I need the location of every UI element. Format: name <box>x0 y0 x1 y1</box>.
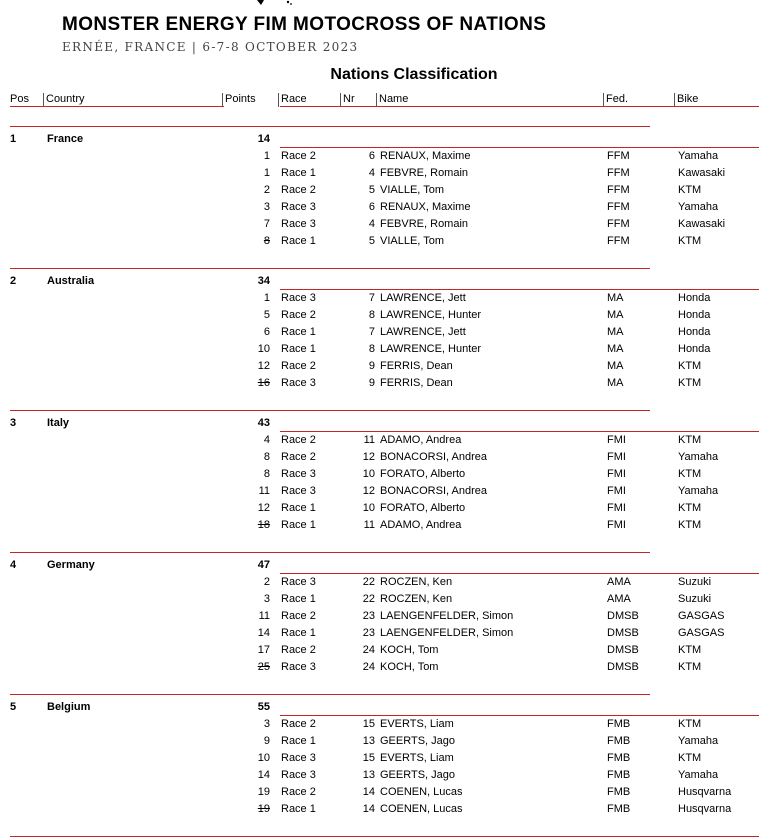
result-race: Race 2 <box>281 309 316 321</box>
rider-federation: MA <box>607 309 624 321</box>
rider-number: 13 <box>362 735 375 747</box>
rider-name: ADAMO, Andrea <box>380 519 462 531</box>
rider-federation: MA <box>607 326 624 338</box>
rider-number: 12 <box>362 451 375 463</box>
result-row <box>0 642 759 659</box>
rider-bike: Honda <box>678 292 711 304</box>
rider-number: 14 <box>362 803 375 815</box>
result-row <box>0 449 759 466</box>
result-points: 12 <box>257 360 270 372</box>
result-race: Race 2 <box>281 718 316 730</box>
rider-bike: KTM <box>678 377 702 389</box>
rider-bike: KTM <box>678 502 702 514</box>
rider-name: COENEN, Lucas <box>380 786 463 798</box>
rider-federation: FFM <box>607 184 630 196</box>
rider-name: LAWRENCE, Hunter <box>380 309 482 321</box>
result-points: 11 <box>258 485 270 497</box>
result-points: 18 <box>257 519 270 531</box>
result-points: 14 <box>257 627 270 639</box>
rider-name: ROCZEN, Ken <box>380 576 453 588</box>
rider-name: BONACORSI, Andrea <box>380 451 487 463</box>
rider-federation: FMB <box>607 718 631 730</box>
rider-bike: Husqvarna <box>678 803 732 815</box>
result-row <box>0 608 759 625</box>
rider-name: VIALLE, Tom <box>380 235 444 247</box>
rider-federation: FMB <box>607 786 631 798</box>
result-points: 16 <box>257 377 270 389</box>
result-row <box>0 659 759 676</box>
nation-points: 47 <box>257 559 270 571</box>
rider-bike: KTM <box>678 644 702 656</box>
result-points: 10 <box>257 343 270 355</box>
result-race: Race 1 <box>281 593 316 605</box>
rider-number: 22 <box>362 576 375 588</box>
rider-number: 10 <box>362 468 375 480</box>
rider-name: RENAUX, Maxime <box>380 150 471 162</box>
rider-number: 15 <box>362 718 375 730</box>
rider-number: 4 <box>368 218 375 230</box>
column-header-pos: Pos <box>10 93 29 105</box>
document-title: Nations Classification <box>330 66 498 83</box>
rider-number: 15 <box>362 752 375 764</box>
result-row <box>0 716 759 733</box>
group-separator <box>10 836 759 837</box>
nation-country: Germany <box>47 559 95 571</box>
rider-name: KOCH, Tom <box>380 644 439 656</box>
rider-name: RENAUX, Maxime <box>380 201 471 213</box>
header-rule <box>280 106 759 107</box>
result-row <box>0 767 759 784</box>
nation-country: Italy <box>47 417 70 429</box>
rider-name: ROCZEN, Ken <box>380 593 453 605</box>
rider-name: FEBVRE, Romain <box>380 218 469 230</box>
result-row <box>0 233 759 250</box>
result-race: Race 2 <box>281 360 316 372</box>
rider-name: LAWRENCE, Jett <box>380 292 466 304</box>
rider-bike: Honda <box>678 343 711 355</box>
result-points: 17 <box>257 644 270 656</box>
result-race: Race 2 <box>281 786 316 798</box>
rider-number: 12 <box>362 485 375 497</box>
column-header-race: Race <box>278 93 307 107</box>
result-points: 14 <box>257 769 270 781</box>
result-points: 2 <box>263 184 270 196</box>
result-row <box>0 324 759 341</box>
nation-position: 2 <box>10 275 17 287</box>
result-race: Race 3 <box>281 769 316 781</box>
result-race: Race 3 <box>281 292 316 304</box>
result-points: 1 <box>263 292 270 304</box>
rider-bike: Suzuki <box>678 576 712 588</box>
result-row <box>0 733 759 750</box>
rider-federation: FMI <box>607 519 626 531</box>
result-points: 7 <box>263 218 270 230</box>
rider-number: 6 <box>368 150 375 162</box>
rider-federation: FMB <box>607 752 631 764</box>
nation-row <box>0 273 759 290</box>
rider-federation: DMSB <box>607 610 639 622</box>
result-race: Race 3 <box>281 576 316 588</box>
result-row <box>0 625 759 642</box>
result-row <box>0 307 759 324</box>
rider-bike: Yamaha <box>678 485 719 497</box>
result-row <box>0 341 759 358</box>
result-race: Race 1 <box>281 167 316 179</box>
result-race: Race 1 <box>281 735 316 747</box>
group-separator <box>10 126 650 127</box>
rider-bike: KTM <box>678 468 702 480</box>
group-separator <box>10 552 650 553</box>
rider-federation: FMB <box>607 803 631 815</box>
result-row <box>0 375 759 392</box>
rider-bike: Yamaha <box>678 769 719 781</box>
nation-row <box>0 557 759 574</box>
rider-federation: MA <box>607 377 624 389</box>
result-race: Race 3 <box>281 218 316 230</box>
column-header-bike: Bike <box>674 93 698 107</box>
rider-federation: FMI <box>607 434 626 446</box>
rider-federation: MA <box>607 360 624 372</box>
rider-name: LAWRENCE, Jett <box>380 326 466 338</box>
result-race: Race 2 <box>281 451 316 463</box>
column-header-name: Name <box>376 93 408 107</box>
result-race: Race 1 <box>281 502 316 514</box>
rider-bike: Kawasaki <box>678 167 726 179</box>
rider-name: ADAMO, Andrea <box>380 434 462 446</box>
result-points: 4 <box>263 434 270 446</box>
rider-bike: Yamaha <box>678 150 719 162</box>
rider-number: 7 <box>368 326 375 338</box>
rider-bike: KTM <box>678 718 702 730</box>
result-row <box>0 784 759 801</box>
rider-number: 4 <box>368 167 375 179</box>
rider-number: 23 <box>362 627 375 639</box>
result-points: 3 <box>263 593 270 605</box>
result-row <box>0 165 759 182</box>
nation-row <box>0 699 759 716</box>
rider-bike: Yamaha <box>678 451 719 463</box>
result-race: Race 1 <box>281 803 316 815</box>
result-race: Race 2 <box>281 184 316 196</box>
nation-position: 4 <box>10 559 17 571</box>
rider-number: 14 <box>362 786 375 798</box>
rider-bike: Kawasaki <box>678 218 726 230</box>
rider-name: FORATO, Alberto <box>380 502 466 514</box>
result-points: 8 <box>263 468 270 480</box>
rider-name: BONACORSI, Andrea <box>380 485 487 497</box>
result-race: Race 3 <box>281 468 316 480</box>
result-points: 8 <box>263 235 270 247</box>
rider-bike: GASGAS <box>678 627 725 639</box>
rider-bike: Yamaha <box>678 201 719 213</box>
nation-country: Australia <box>47 275 95 287</box>
rider-name: EVERTS, Liam <box>380 752 454 764</box>
result-race: Race 3 <box>281 752 316 764</box>
result-points: 3 <box>263 201 270 213</box>
rider-bike: Yamaha <box>678 735 719 747</box>
result-race: Race 2 <box>281 434 316 446</box>
nation-country: France <box>47 133 84 145</box>
rider-name: LAWRENCE, Hunter <box>380 343 482 355</box>
rider-name: KOCH, Tom <box>380 661 439 673</box>
rider-bike: Suzuki <box>678 593 712 605</box>
result-row <box>0 750 759 767</box>
nation-points: 34 <box>257 275 270 287</box>
rider-number: 22 <box>362 593 375 605</box>
rider-federation: FFM <box>607 167 630 179</box>
rider-number: 9 <box>368 360 375 372</box>
rider-bike: Husqvarna <box>678 786 732 798</box>
rider-federation: FFM <box>607 150 630 162</box>
logo-fragment-icon <box>255 0 295 8</box>
rider-federation: FFM <box>607 218 630 230</box>
rider-name: VIALLE, Tom <box>380 184 444 196</box>
event-title: MONSTER ENERGY FIM MOTOCROSS OF NATIONS <box>62 14 547 35</box>
result-points: 8 <box>263 451 270 463</box>
rider-name: FORATO, Alberto <box>380 468 466 480</box>
result-points: 9 <box>263 735 270 747</box>
result-row <box>0 517 759 534</box>
result-race: Race 2 <box>281 610 316 622</box>
rider-federation: AMA <box>607 593 631 605</box>
rider-number: 5 <box>368 184 375 196</box>
nation-row <box>0 415 759 432</box>
result-row <box>0 591 759 608</box>
rider-federation: FFM <box>607 235 630 247</box>
result-row <box>0 466 759 483</box>
result-points: 12 <box>257 502 270 514</box>
rider-name: FERRIS, Dean <box>380 360 453 372</box>
rider-federation: DMSB <box>607 661 639 673</box>
rider-number: 8 <box>368 343 375 355</box>
rider-bike: KTM <box>678 519 702 531</box>
rider-number: 5 <box>368 235 375 247</box>
rider-bike: KTM <box>678 434 702 446</box>
rider-federation: FMB <box>607 769 631 781</box>
result-points: 19 <box>257 786 270 798</box>
result-points: 19 <box>257 803 270 815</box>
result-race: Race 1 <box>281 627 316 639</box>
rider-name: FERRIS, Dean <box>380 377 453 389</box>
result-points: 1 <box>263 150 270 162</box>
result-row <box>0 216 759 233</box>
rider-name: GEERTS, Jago <box>380 735 455 747</box>
rider-name: GEERTS, Jago <box>380 769 455 781</box>
result-race: Race 3 <box>281 377 316 389</box>
group-separator <box>10 268 650 269</box>
column-header-nr: Nr <box>340 93 355 107</box>
nation-position: 1 <box>10 133 17 145</box>
nation-points: 43 <box>257 417 270 429</box>
header-rule <box>10 106 224 107</box>
column-header-points: Points <box>222 93 256 107</box>
rider-federation: AMA <box>607 576 631 588</box>
result-race: Race 2 <box>281 150 316 162</box>
rider-number: 24 <box>362 644 375 656</box>
rider-number: 8 <box>368 309 375 321</box>
rider-number: 11 <box>363 434 375 446</box>
result-row <box>0 290 759 307</box>
rider-federation: DMSB <box>607 644 639 656</box>
rider-federation: MA <box>607 292 624 304</box>
rider-federation: FFM <box>607 201 630 213</box>
rider-number: 9 <box>368 377 375 389</box>
result-race: Race 3 <box>281 485 316 497</box>
rider-bike: KTM <box>678 360 702 372</box>
result-race: Race 3 <box>281 661 316 673</box>
rider-number: 6 <box>368 201 375 213</box>
result-race: Race 1 <box>281 235 316 247</box>
rider-name: LAENGENFELDER, Simon <box>380 610 514 622</box>
rider-federation: DMSB <box>607 627 639 639</box>
result-race: Race 1 <box>281 343 316 355</box>
rider-number: 23 <box>362 610 375 622</box>
nation-row <box>0 131 759 148</box>
rider-name: FEBVRE, Romain <box>380 167 469 179</box>
result-row <box>0 432 759 449</box>
rider-name: LAENGENFELDER, Simon <box>380 627 514 639</box>
rider-name: COENEN, Lucas <box>380 803 463 815</box>
result-points: 11 <box>258 610 270 622</box>
rider-federation: FMI <box>607 485 626 497</box>
event-subtitle: ERNÉE, FRANCE | 6-7-8 OCTOBER 2023 <box>62 40 359 54</box>
result-points: 3 <box>263 718 270 730</box>
rider-federation: MA <box>607 343 624 355</box>
rider-bike: GASGAS <box>678 610 725 622</box>
rider-bike: KTM <box>678 184 702 196</box>
rider-federation: FMI <box>607 468 626 480</box>
rider-number: 24 <box>362 661 375 673</box>
group-separator <box>10 694 650 695</box>
result-race: Race 1 <box>281 326 316 338</box>
result-points: 5 <box>263 309 270 321</box>
rider-bike: Honda <box>678 326 711 338</box>
result-points: 25 <box>257 661 270 673</box>
rider-federation: FMI <box>607 451 626 463</box>
result-row <box>0 483 759 500</box>
rider-number: 10 <box>362 502 375 514</box>
rider-number: 11 <box>363 519 375 531</box>
nation-points: 55 <box>257 701 270 713</box>
result-race: Race 2 <box>281 644 316 656</box>
rider-bike: KTM <box>678 752 702 764</box>
nation-points: 14 <box>257 133 270 145</box>
result-points: 10 <box>257 752 270 764</box>
result-row <box>0 358 759 375</box>
result-row <box>0 574 759 591</box>
rider-bike: KTM <box>678 661 702 673</box>
result-row <box>0 199 759 216</box>
column-header-country: Country <box>43 93 85 107</box>
result-points: 6 <box>263 326 270 338</box>
nation-country: Belgium <box>47 701 91 713</box>
rider-number: 7 <box>368 292 375 304</box>
result-row <box>0 148 759 165</box>
nation-position: 5 <box>10 701 17 713</box>
result-row <box>0 801 759 818</box>
result-row <box>0 500 759 517</box>
rider-bike: KTM <box>678 235 702 247</box>
result-race: Race 3 <box>281 201 316 213</box>
result-row <box>0 182 759 199</box>
result-points: 2 <box>263 576 270 588</box>
column-header-fed: Fed. <box>603 93 628 107</box>
result-race: Race 1 <box>281 519 316 531</box>
rider-number: 13 <box>362 769 375 781</box>
nation-position: 3 <box>10 417 17 429</box>
result-points: 1 <box>263 167 270 179</box>
group-separator <box>10 410 650 411</box>
rider-name: EVERTS, Liam <box>380 718 454 730</box>
rider-federation: FMI <box>607 502 626 514</box>
rider-federation: FMB <box>607 735 631 747</box>
rider-bike: Honda <box>678 309 711 321</box>
